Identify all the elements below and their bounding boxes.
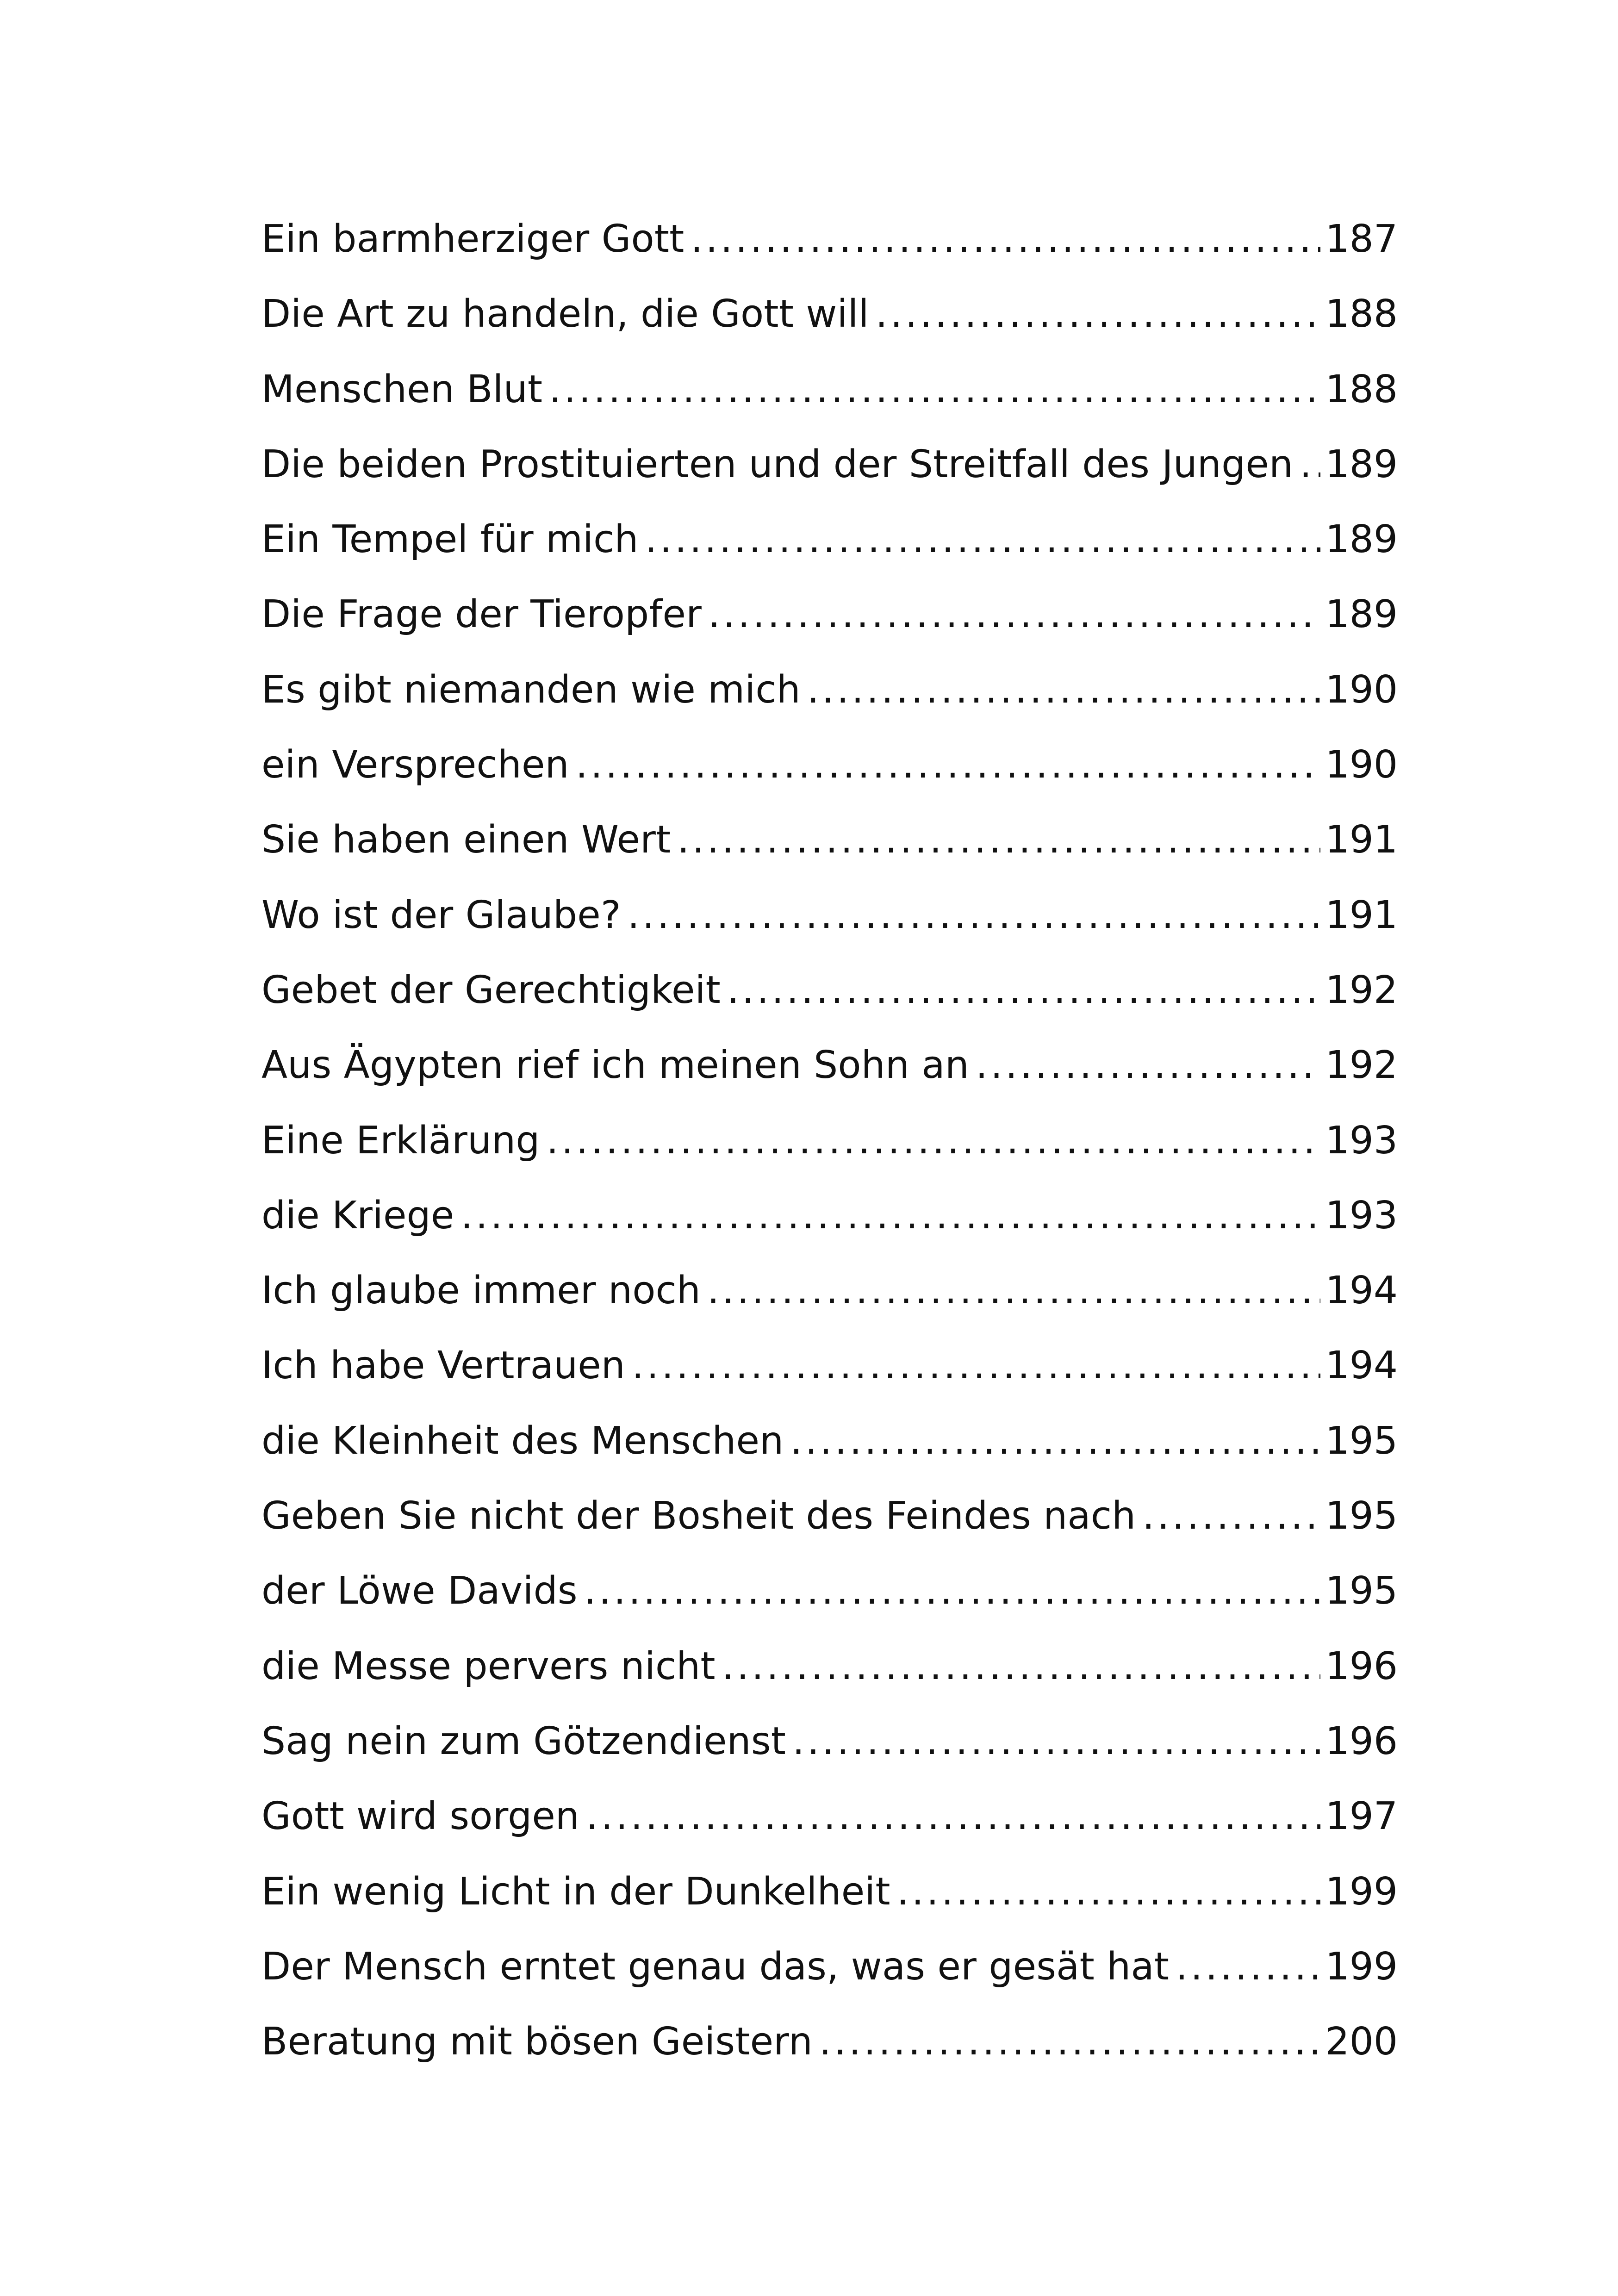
toc-entry[interactable] [261, 1869, 1398, 1948]
dot-leader [691, 220, 1321, 258]
toc-entry-title: der Löwe Davids [261, 1569, 578, 1613]
dot-leader [1176, 1948, 1320, 1986]
toc-entry[interactable] [261, 1719, 1398, 1798]
toc-entry-title: Ich habe Vertrauen [261, 1344, 626, 1388]
toc-entry-title: ein Versprechen [261, 743, 569, 787]
toc-entry-page-number: 195 [1325, 1419, 1398, 1463]
toc-entry[interactable] [261, 1269, 1398, 1347]
dot-leader [722, 1648, 1321, 1686]
toc-entry-title: Die Frage der Tieropfer [261, 592, 702, 637]
toc-entry[interactable] [261, 1419, 1398, 1497]
toc-entry[interactable] [261, 217, 1398, 295]
toc-entry-title: Gebet der Gerechtigkeit [261, 968, 721, 1012]
toc-entry-title: Ein barmherziger Gott [261, 217, 685, 261]
toc-entry-page-number: 194 [1325, 1269, 1398, 1313]
toc-entry[interactable] [261, 442, 1398, 521]
toc-entry[interactable] [261, 1644, 1398, 1723]
toc-entry-title: Eine Erklärung [261, 1118, 540, 1163]
toc-entry-page-number: 195 [1325, 1569, 1398, 1613]
toc-entry-page-number: 190 [1325, 667, 1398, 712]
toc-entry-title: Der Mensch erntet genau das, was er gesät hat [261, 1944, 1170, 1989]
toc-entry-title: Menschen Blut [261, 367, 543, 411]
toc-entry-page-number: 190 [1325, 743, 1398, 787]
toc-entry[interactable] [261, 667, 1398, 746]
toc-entry[interactable] [261, 1344, 1398, 1422]
toc-entry[interactable] [261, 1193, 1398, 1272]
toc-entry-title: Beratung mit bösen Geistern [261, 2020, 813, 2064]
toc-entry-title: Die Art zu handeln, die Gott will [261, 292, 869, 336]
dot-leader [707, 1272, 1320, 1310]
toc-entry[interactable] [261, 292, 1398, 370]
toc-entry-page-number: 192 [1325, 968, 1398, 1012]
toc-entry-page-number: 200 [1325, 2020, 1398, 2064]
toc-entry-title: Es gibt niemanden wie mich [261, 667, 801, 712]
toc-entry-title: Geben Sie nicht der Bosheit des Feindes nach [261, 1494, 1136, 1538]
toc-entry-title: die Messe pervers nicht [261, 1644, 716, 1688]
toc-entry-page-number: 187 [1325, 217, 1398, 261]
toc-entry[interactable] [261, 1794, 1398, 1873]
toc-entry-title: Sie haben einen Wert [261, 818, 671, 862]
table-of-contents [261, 217, 1398, 2098]
dot-leader [976, 1046, 1320, 1084]
dot-leader [807, 671, 1321, 709]
toc-entry-title: Die beiden Prostituierten und der Streitfall des Jungen [261, 442, 1294, 486]
toc-entry-page-number: 193 [1325, 1118, 1398, 1163]
toc-entry[interactable] [261, 592, 1398, 671]
toc-entry-title: die Kriege [261, 1193, 454, 1238]
toc-entry[interactable] [261, 1043, 1398, 1121]
toc-entry-page-number: 193 [1325, 1193, 1398, 1238]
dot-leader [549, 371, 1320, 409]
toc-entry[interactable] [261, 818, 1398, 896]
toc-entry[interactable] [261, 1944, 1398, 2023]
toc-entry-page-number: 192 [1325, 1043, 1398, 1088]
toc-entry-page-number: 194 [1325, 1344, 1398, 1388]
toc-entry[interactable] [261, 367, 1398, 446]
toc-entry-page-number: 189 [1325, 517, 1398, 562]
toc-entry-page-number: 189 [1325, 442, 1398, 486]
dot-leader [792, 1723, 1320, 1761]
toc-entry-title: Gott wird sorgen [261, 1794, 580, 1839]
toc-entry-page-number: 195 [1325, 1494, 1398, 1538]
dot-leader [576, 746, 1321, 784]
dot-leader [708, 596, 1320, 634]
toc-entry[interactable] [261, 743, 1398, 821]
toc-entry[interactable] [261, 893, 1398, 971]
dot-leader [790, 1422, 1320, 1460]
dot-leader [897, 1873, 1321, 1911]
toc-entry-title: Ein wenig Licht in der Dunkelheit [261, 1869, 890, 1914]
toc-entry-page-number: 199 [1325, 1869, 1398, 1914]
toc-entry-page-number: 188 [1325, 292, 1398, 336]
toc-entry-page-number: 196 [1325, 1644, 1398, 1688]
toc-entry[interactable] [261, 1494, 1398, 1572]
dot-leader [584, 1572, 1321, 1610]
toc-entry-page-number: 188 [1325, 367, 1398, 411]
dot-leader [628, 896, 1321, 934]
toc-entry[interactable] [261, 2020, 1398, 2098]
toc-entry-title: Wo ist der Glaube? [261, 893, 621, 937]
toc-entry-title: Ein Tempel für mich [261, 517, 639, 562]
toc-entry[interactable] [261, 1118, 1398, 1197]
toc-entry-title: Ich glaube immer noch [261, 1269, 701, 1313]
dot-leader [876, 295, 1321, 333]
dot-leader [1142, 1497, 1320, 1535]
dot-leader [819, 2023, 1321, 2061]
dot-leader [1300, 446, 1320, 484]
toc-entry[interactable] [261, 968, 1398, 1046]
toc-entry-page-number: 197 [1325, 1794, 1398, 1839]
toc-entry-title: Sag nein zum Götzendienst [261, 1719, 786, 1763]
dot-leader [461, 1197, 1321, 1235]
toc-entry-title: Aus Ägypten rief ich meinen Sohn an [261, 1043, 970, 1088]
toc-entry-page-number: 196 [1325, 1719, 1398, 1763]
toc-entry-page-number: 191 [1325, 893, 1398, 937]
toc-entry-page-number: 199 [1325, 1944, 1398, 1989]
dot-leader [632, 1347, 1320, 1385]
toc-entry[interactable] [261, 1569, 1398, 1647]
dot-leader [547, 1122, 1321, 1160]
toc-entry[interactable] [261, 517, 1398, 596]
dot-leader [645, 521, 1321, 559]
dot-leader [586, 1798, 1320, 1836]
dot-leader [727, 971, 1321, 1009]
toc-entry-page-number: 191 [1325, 818, 1398, 862]
toc-entry-title: die Kleinheit des Menschen [261, 1419, 784, 1463]
dot-leader [677, 821, 1320, 859]
toc-entry-page-number: 189 [1325, 592, 1398, 637]
